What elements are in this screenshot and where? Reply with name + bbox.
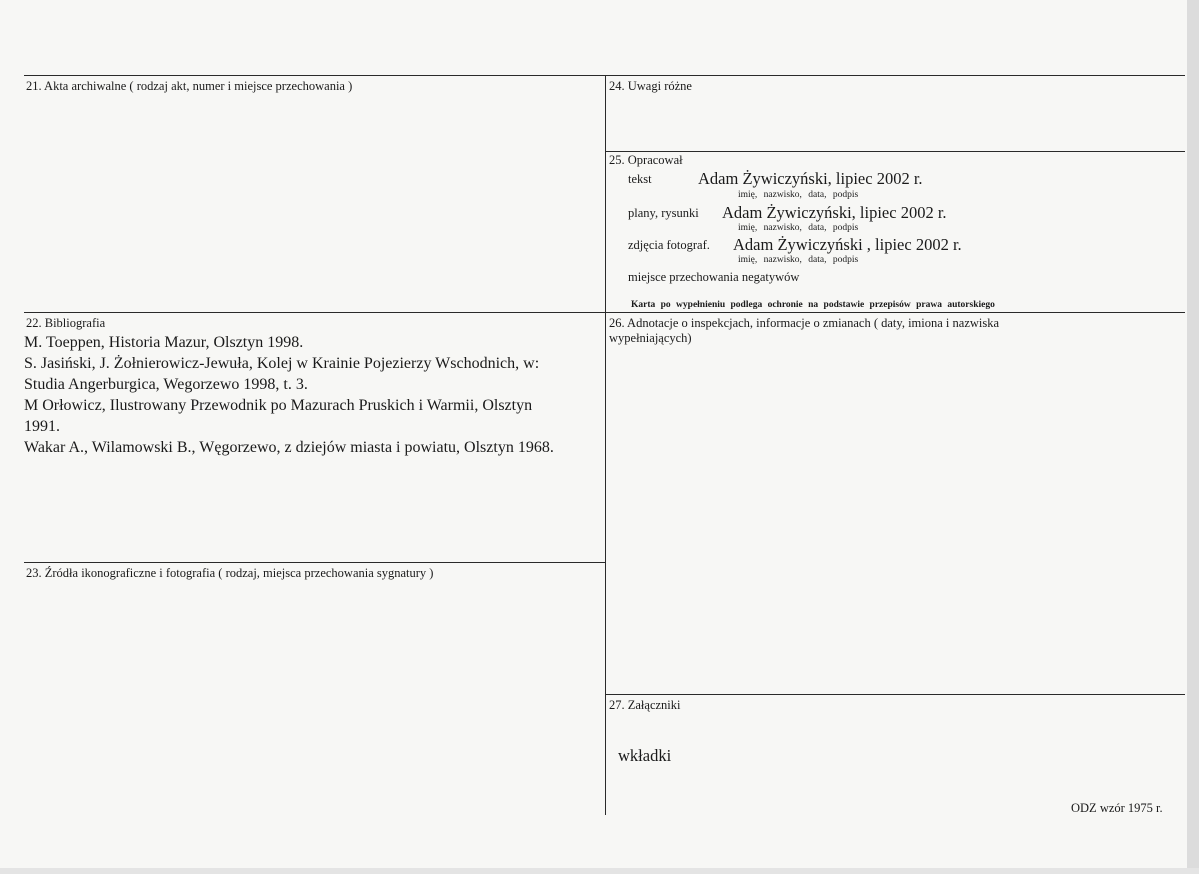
plany-value: Adam Żywiczyński, lipiec 2002 r. <box>722 203 947 222</box>
bibliography-entry: S. Jasiński, J. Żołnierowicz-Jewuła, Kolej w Krainie Pojezierzy Wschodnich, w: <box>24 355 540 372</box>
tekst-label: tekst <box>628 172 652 186</box>
rule-24-25 <box>605 151 1185 152</box>
section-24-label: 24. Uwagi różne <box>609 79 692 93</box>
section-22-label: 22. Bibliografia <box>26 316 106 330</box>
attachments-value: wkładki <box>618 746 672 765</box>
plany-caption: imię, nazwisko, data, podpis <box>738 223 859 233</box>
center-divider <box>605 75 606 815</box>
page-edge-bottom <box>0 868 1199 874</box>
section-23-label: 23. Źródła ikonograficzne i fotografia ( rodzaj, miejsca przechowania sygnatury ) <box>26 566 434 580</box>
rule-22-23 <box>24 562 605 563</box>
tekst-caption: imię, nazwisko, data, podpis <box>738 190 859 200</box>
page-edge <box>1187 0 1199 874</box>
bibliography-entry: Studia Angerburgica, Wegorzewo 1998, t. 3. <box>24 376 308 393</box>
section-26-label: 26. Adnotacje o inspekcjach, informacje o zmianach ( daty, imiona i nazwiska <box>609 316 1000 330</box>
bibliography-entry: Wakar A., Wilamowski B., Węgorzewo, z dziejów miasta i powiatu, Olsztyn 1968. <box>24 439 554 456</box>
zdjecia-label: zdjęcia fotograf. <box>628 238 710 252</box>
bibliography-entry: M Orłowicz, Ilustrowany Przewodnik po Mazurach Pruskich i Warmii, Olsztyn <box>24 397 533 414</box>
section-26-label-cont: wypełniających) <box>609 331 692 345</box>
bibliography-list <box>24 332 604 458</box>
section-25-label: 25. Opracował <box>609 153 683 167</box>
bibliography-entry: M. Toeppen, Historia Mazur, Olsztyn 1998. <box>24 334 304 351</box>
zdjecia-caption: imię, nazwisko, data, podpis <box>738 255 859 265</box>
rule-26-27 <box>605 694 1185 695</box>
bibliography-entry: 1991. <box>24 418 60 435</box>
rule-mid <box>24 312 1185 313</box>
zdjecia-value: Adam Żywiczyński , lipiec 2002 r. <box>733 235 962 254</box>
section-27-label: 27. Załączniki <box>609 698 681 712</box>
form-footer: ODZ wzór 1975 r. <box>1071 801 1163 815</box>
tekst-value: Adam Żywiczyński, lipiec 2002 r. <box>698 169 923 188</box>
section-21-label: 21. Akta archiwalne ( rodzaj akt, numer i miejsce przechowania ) <box>26 79 353 93</box>
plany-label: plany, rysunki <box>628 206 699 220</box>
negatives-label: miejsce przechowania negatywów <box>628 270 800 284</box>
copyright-notice: Karta po wypełnieniu podlega ochronie na podstawie przepisów prawa autorskiego <box>631 300 995 310</box>
